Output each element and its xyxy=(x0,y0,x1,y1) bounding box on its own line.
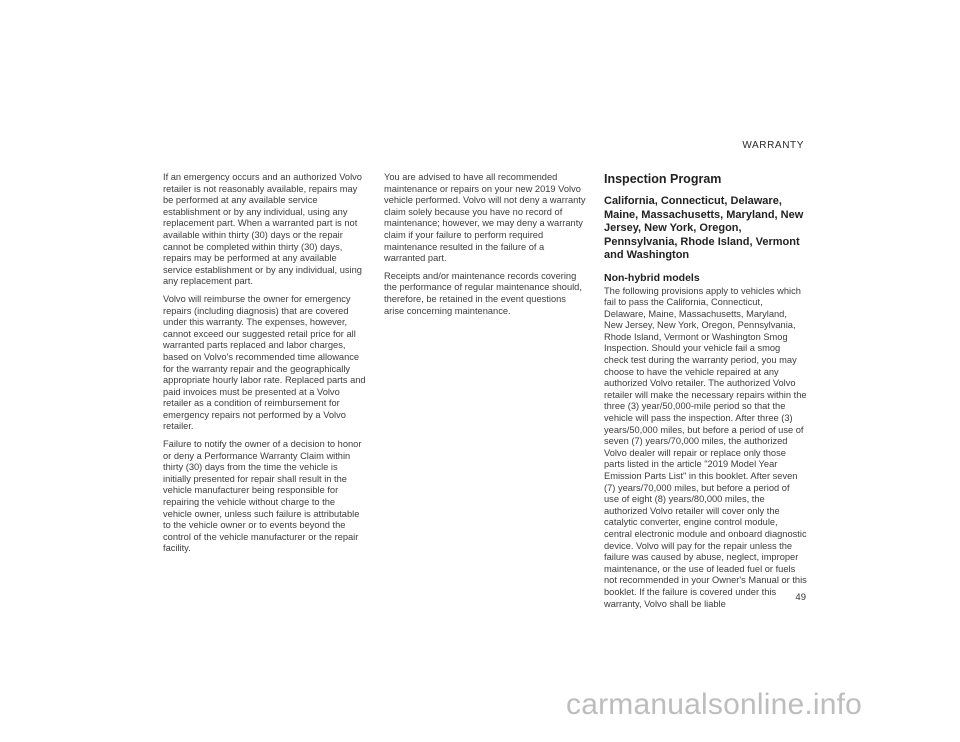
paragraph: Failure to notify the owner of a decision to honor or deny a Performance Warranty Claim within thirty (30) days from the time the vehicle is initially presented for repair shall result in the vehicle manufacturer being responsible for repairing the vehicle without charge to the vehicle owner, unless such failure is attributable to the vehicle owner or to events beyond the control of the vehicle manufacturer or the repair facility. xyxy=(163,439,362,554)
subheading-non-hybrid: Non-hybrid models xyxy=(604,271,700,284)
column-right xyxy=(604,172,807,616)
page-number: 49 xyxy=(795,592,806,603)
section-title: WARRANTY xyxy=(742,140,804,151)
paragraph: Receipts and/or maintenance records covering the performance of regular maintenance should, therefore, be retained in the event questions arise concerning maintenance. xyxy=(384,270,582,316)
watermark: carmanualsonline.info xyxy=(566,688,863,721)
paragraph: Volvo will reimburse the owner for emergency repairs (including diagnosis) that are covered under this warranty. The expenses, however, cannot exceed our suggested retail price for all warranted parts replaced and labor charges, based on Volvo's recommended time allowance for the warranty repair and the geographically appropriate hourly labor rate. Replaced parts and paid invoices must be presented at a Volvo retailer as a condition of reimbursement for emergency repairs not performed by a Volvo retailer. xyxy=(163,293,366,432)
subheading-states: California, Connecticut, Delaware, Maine, Massachusetts, Maryland, New Jersey, New York, Oregon, Pennsylvania, Rhode Island, Vermont and Washington xyxy=(604,195,804,261)
column-left xyxy=(163,172,366,561)
paragraph: You are advised to have all recommended maintenance or repairs on your new 2019 Volvo vehicle performed. Volvo will not deny a warranty claim solely because you have no record of maintenance; however, we may deny a warranty claim if your failure to perform required maintenance resulted in the failure of a warranted part. xyxy=(384,172,586,264)
paragraph: The following provisions apply to vehicles which fail to pass the California, Connecticut, Delaware, Maine, Massachusetts, Maryland, New Jersey, New York, Oregon, Pennsylvania, Rhode Island, Vermont or Washington Smog Inspection. Should your vehicle fail a smog check test during the warranty period, you may choose to have the vehicle repaired at any authorized Volvo retailer. The authorized Volvo retailer will make the necessary repairs within the three (3) year/50,000-mile period so that the vehicle will pass the inspection. After three (3) years/50,000 miles, but before a period of use of seven (7) years/70,000 miles, the authorized Volvo dealer will repair or replace only those parts listed in the article "2019 Model Year Emission Parts List" in this booklet. After seven (7) years/70,000 miles, but before a period of use of eight (8) years/80,000 miles, the authorized Volvo retailer will cover only the catalytic converter, engine control module, central electronic module and onboard diagnostic device. Volvo will pay for the repair unless the failure was caused by abuse, neglect, improper maintenance, or the use of leaded fuel or fuels not recommended in your Owner's Manual or this booklet. If the failure is covered under this warranty, Volvo shall be liable xyxy=(604,285,807,609)
paragraph: If an emergency occurs and an authorized Volvo retailer is not reasonably available, repairs may be performed at any available service establishment or by any individual, using any replacement part. When a warranted part is not available within thirty (30) days or the repair cannot be completed within thirty (30) days, repairs may be performed at any available service establishment or by any individual, using any replacement part. xyxy=(163,172,362,287)
column-middle xyxy=(384,172,587,323)
heading-inspection-program: Inspection Program xyxy=(604,172,722,186)
